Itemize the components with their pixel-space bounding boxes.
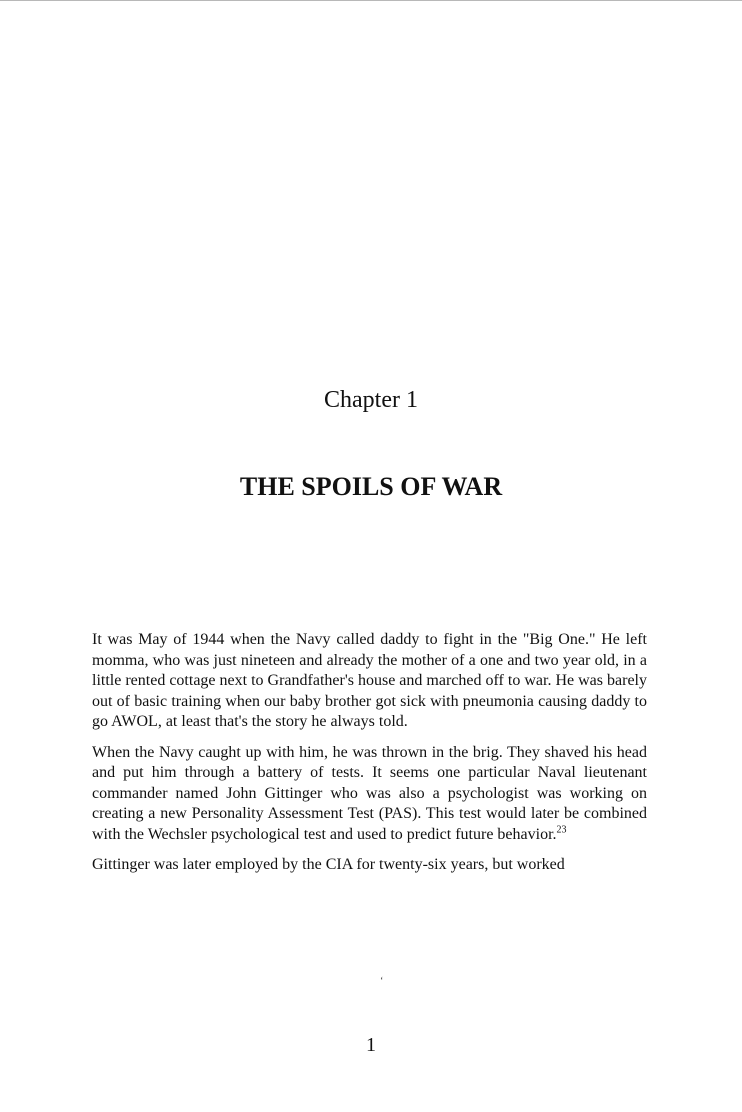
- paragraph-1: [92, 630, 647, 733]
- top-border-line: [0, 0, 742, 1]
- paragraph-2: [92, 743, 647, 846]
- stray-mark: ʻ: [380, 976, 384, 987]
- chapter-title: THE SPOILS OF WAR: [239, 472, 503, 501]
- paragraph-2-text: When the Navy caught up with him, he was thrown in the brig. They shaved his head and put him through a battery of tests. It seems one particular Naval lieutenant commander named John Gittinger who was also a psychologist was working on creating a new Personality Assessment Test (PAS). This test would later be combined with the Wechsler psychological test and used to predict future behavior.: [92, 743, 647, 843]
- footnote-marker[interactable]: 23: [556, 824, 567, 836]
- page-number: 1: [366, 1034, 376, 1056]
- paragraph-3: [92, 855, 647, 876]
- body-text: [92, 630, 647, 886]
- paragraph-1-text: It was May of 1944 when the Navy called daddy to fight in the "Big One." He left momma, who was just nineteen and already the mother of a one and two year old, in a little rented cottage next to Grandfather's house and marched off to war. He was barely out of basic training when our baby brother got sick with pneumonia causing daddy to go AWOL, at least that's the story he always told.: [92, 631, 647, 730]
- chapter-label: Chapter 1: [324, 387, 418, 413]
- paragraph-3-text: Gittinger was later employed by the CIA for twenty-six years, but worked: [92, 856, 565, 873]
